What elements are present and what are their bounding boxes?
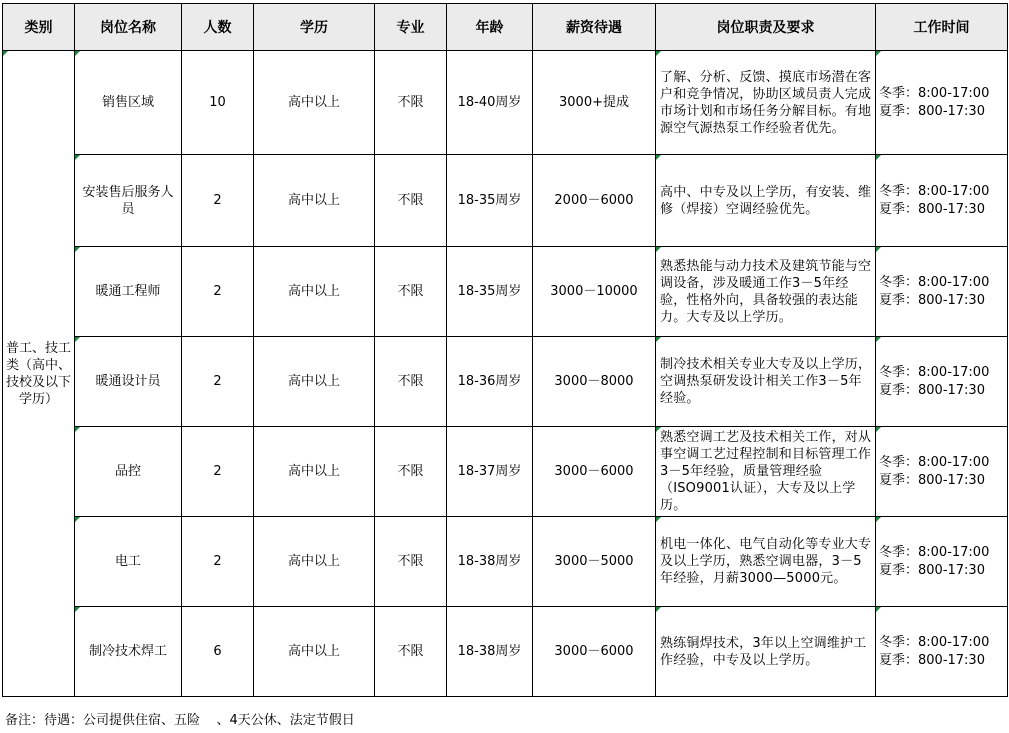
position-cell: 销售区域 bbox=[75, 51, 182, 155]
summer-time: 夏季：800-17:30 bbox=[879, 201, 985, 217]
work-time-cell bbox=[876, 155, 1008, 247]
work-time-cell bbox=[876, 337, 1008, 427]
age-cell: 18-36周岁 bbox=[447, 337, 533, 427]
table-row bbox=[3, 517, 1008, 607]
position-cell: 电工 bbox=[75, 517, 182, 607]
requirements-cell: 了解、分析、反馈、摸底市场潜在客户和竞争情况，协助区域员责人完成市场计划和市场任务分解目标。有地源空气源热泵工作经验者优先。 bbox=[656, 51, 876, 155]
work-time-cell bbox=[876, 607, 1008, 697]
count-cell: 2 bbox=[182, 155, 254, 247]
salary-cell: 3000－5000 bbox=[533, 517, 656, 607]
education-cell: 高中以上 bbox=[254, 427, 375, 517]
major-cell: 不限 bbox=[375, 607, 447, 697]
header-education: 学历 bbox=[254, 4, 375, 51]
requirements-cell: 熟悉空调工艺及技术相关工作，对从事空调工艺过程控制和目标管理工作3－5年经验，质量管理经验（ISO9001认证），大专及以上学历。 bbox=[656, 427, 876, 517]
table-row bbox=[3, 337, 1008, 427]
count-cell: 10 bbox=[182, 51, 254, 155]
requirements-cell: 熟练铜焊技术，3年以上空调维护工作经验，中专及以上学历。 bbox=[656, 607, 876, 697]
header-salary: 薪资待遇 bbox=[533, 4, 656, 51]
summer-time: 夏季：800-17:30 bbox=[879, 472, 985, 488]
count-cell: 2 bbox=[182, 427, 254, 517]
age-cell: 18-35周岁 bbox=[447, 247, 533, 337]
count-cell: 2 bbox=[182, 247, 254, 337]
header-work-time: 工作时间 bbox=[876, 4, 1008, 51]
category-cell: 普工、技工类（高中、技校及以下学历） bbox=[3, 51, 75, 697]
header-category: 类别 bbox=[3, 4, 75, 51]
summer-time: 夏季：800-17:30 bbox=[879, 382, 985, 398]
header-requirements: 岗位职责及要求 bbox=[656, 4, 876, 51]
education-cell: 高中以上 bbox=[254, 155, 375, 247]
count-cell: 2 bbox=[182, 517, 254, 607]
summer-time: 夏季：800-17:30 bbox=[879, 562, 985, 578]
winter-time: 冬季：8:00-17:00 bbox=[879, 274, 990, 290]
header-row bbox=[3, 4, 1008, 51]
salary-cell: 3000－10000 bbox=[533, 247, 656, 337]
position-cell: 品控 bbox=[75, 427, 182, 517]
winter-time: 冬季：8:00-17:00 bbox=[879, 544, 990, 560]
salary-cell: 3000+提成 bbox=[533, 51, 656, 155]
work-time-cell bbox=[876, 427, 1008, 517]
salary-cell: 3000－8000 bbox=[533, 337, 656, 427]
winter-time: 冬季：8:00-17:00 bbox=[879, 85, 990, 101]
header-count: 人数 bbox=[182, 4, 254, 51]
major-cell: 不限 bbox=[375, 51, 447, 155]
table-row bbox=[3, 51, 1008, 155]
work-time-cell bbox=[876, 247, 1008, 337]
major-cell: 不限 bbox=[375, 247, 447, 337]
header-major: 专业 bbox=[375, 4, 447, 51]
table-row bbox=[3, 427, 1008, 517]
position-cell: 安装售后服务人员 bbox=[75, 155, 182, 247]
age-cell: 18-38周岁 bbox=[447, 517, 533, 607]
work-time-cell bbox=[876, 51, 1008, 155]
count-cell: 6 bbox=[182, 607, 254, 697]
winter-time: 冬季：8:00-17:00 bbox=[879, 364, 990, 380]
table-row bbox=[3, 247, 1008, 337]
age-cell: 18-38周岁 bbox=[447, 607, 533, 697]
header-position: 岗位名称 bbox=[75, 4, 182, 51]
major-cell: 不限 bbox=[375, 427, 447, 517]
major-cell: 不限 bbox=[375, 155, 447, 247]
education-cell: 高中以上 bbox=[254, 247, 375, 337]
education-cell: 高中以上 bbox=[254, 51, 375, 155]
age-cell: 18-40周岁 bbox=[447, 51, 533, 155]
position-cell: 暖通工程师 bbox=[75, 247, 182, 337]
requirements-cell: 制冷技术相关专业大专及以上学历，空调热泵研发设计相关工作3－5年经验。 bbox=[656, 337, 876, 427]
salary-cell: 3000－6000 bbox=[533, 607, 656, 697]
age-cell: 18-37周岁 bbox=[447, 427, 533, 517]
summer-time: 夏季：800-17:30 bbox=[879, 103, 985, 119]
position-cell: 暖通设计员 bbox=[75, 337, 182, 427]
recruitment-table bbox=[2, 3, 1008, 697]
salary-cell: 2000－6000 bbox=[533, 155, 656, 247]
salary-cell: 3000－6000 bbox=[533, 427, 656, 517]
education-cell: 高中以上 bbox=[254, 607, 375, 697]
requirements-cell: 熟悉热能与动力技术及建筑节能与空调设备，涉及暖通工作3－5年经验，性格外向，具备较强的表达能力。大专及以上学历。 bbox=[656, 247, 876, 337]
work-time-cell bbox=[876, 517, 1008, 607]
winter-time: 冬季：8:00-17:00 bbox=[879, 634, 990, 650]
requirements-cell: 机电一体化、电气自动化等专业大专及以上学历，熟悉空调电器，3－5年经验，月薪3000—5000元。 bbox=[656, 517, 876, 607]
summer-time: 夏季：800-17:30 bbox=[879, 292, 985, 308]
winter-time: 冬季：8:00-17:00 bbox=[879, 183, 990, 199]
footnote: 备注：待遇：公司提供住宿、五险 、4天公休、法定节假日 bbox=[5, 713, 355, 728]
table-row bbox=[3, 155, 1008, 247]
position-cell: 制冷技术焊工 bbox=[75, 607, 182, 697]
summer-time: 夏季：800-17:30 bbox=[879, 652, 985, 668]
education-cell: 高中以上 bbox=[254, 517, 375, 607]
count-cell: 2 bbox=[182, 337, 254, 427]
education-cell: 高中以上 bbox=[254, 337, 375, 427]
winter-time: 冬季：8:00-17:00 bbox=[879, 454, 990, 470]
major-cell: 不限 bbox=[375, 517, 447, 607]
major-cell: 不限 bbox=[375, 337, 447, 427]
header-age: 年龄 bbox=[447, 4, 533, 51]
table-row bbox=[3, 607, 1008, 697]
age-cell: 18-35周岁 bbox=[447, 155, 533, 247]
requirements-cell: 高中、中专及以上学历，有安装、维修（焊接）空调经验优先。 bbox=[656, 155, 876, 247]
